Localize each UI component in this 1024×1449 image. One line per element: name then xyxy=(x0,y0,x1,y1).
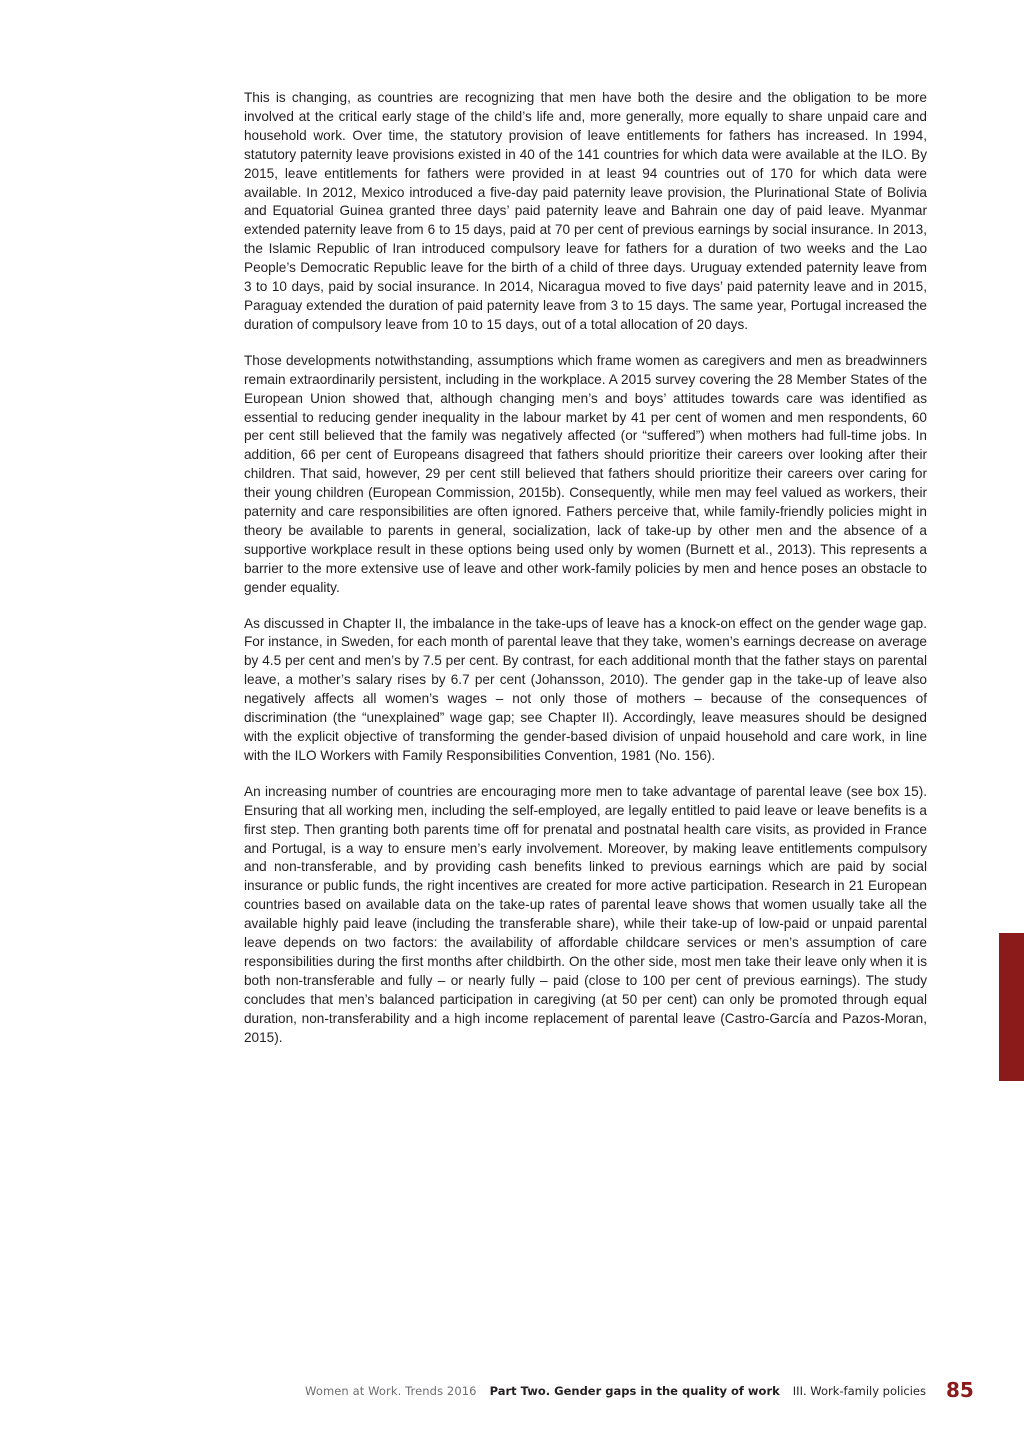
paragraph-wage-gap-effects: As discussed in Chapter II, the imbalance in the take-ups of leave has a knock-on effect on the gender wage gap. For instance, in Sweden, for each month of parental leave that they take, women’s earnings decrease on average by 4.5 per cent and men’s by 7.5 per cent. By contrast, for each additional month that the father stays on parental leave, a mother’s salary rises by 6.7 per cent (Johansson, 2010). The gender gap in the take-up of leave also negatively affects all women’s wages – not only those of mothers – because of the consequences of discrimination (the “unexplained” wage gap; see Chapter II). Accordingly, leave measures should be designed with the explicit objective of transforming the gender-based division of unpaid household and care work, in line with the ILO Workers with Family Responsibilities Convention, 1981 (No. 156). xyxy=(244,615,927,763)
body-text xyxy=(244,89,927,1065)
page-number: 85 xyxy=(946,1378,974,1402)
chapter-side-tab xyxy=(999,933,1024,1081)
footer-part-title: Part Two. Gender gaps in the quality of work xyxy=(489,1384,780,1398)
footer-chapter-title: III. Work-family policies xyxy=(792,1384,926,1398)
paragraph-caregiver-assumptions: Those developments notwithstanding, assumptions which frame women as caregivers and men as breadwinners remain extraordinarily persistent, including in the workplace. A 2015 survey covering the 28 Member States of the European Union showed that, although changing men’s and boys’ attitudes towards care was identified as essential to reducing gender inequality in the labour market by 41 per cent of women and men respondents, 60 per cent still believed that the family was negatively affected (or “suffered”) when mothers had full-time jobs. In addition, 66 per cent of Europeans disagreed that fathers should prioritize their careers over looking after their children. That said, however, 29 per cent still believed that fathers should prioritize their careers over caring for their young children (European Commission, 2015b). Consequently, while men may feel valued as workers, their paternity and care responsibilities are often ignored. Fathers perceive that, while family-friendly policies might in theory be available to parents in general, socialization, lack of take-up by other men and the absence of a supportive workplace result in these options being used only by women (Burnett et al., 2013). This represents a barrier to the more extensive use of leave and other work-family policies by men and hence poses an obstacle to gender equality. xyxy=(244,352,927,595)
page-footer xyxy=(305,1384,926,1408)
paragraph-paternity-leave-trends: This is changing, as countries are recognizing that men have both the desire and the obligation to be more involved at the critical early stage of the child’s life and, more generally, more equally to share unpaid care and household work. Over time, the statutory provision of leave entitlements for fathers has increased. In 1994, statutory paternity leave provisions existed in 40 of the 141 countries for which data were available at the ILO. By 2015, leave entitlements for fathers were provided in at least 94 countries out of 170 for which data were available. In 2012, Mexico introduced a five-day paid paternity leave provision, the Plurinational State of Bolivia and Equatorial Guinea granted three days’ paid paternity leave and Bahrain one day of paid leave. Myanmar extended paternity leave from 6 to 15 days, paid at 70 per cent of previous earnings by social insurance. In 2013, the Islamic Republic of Iran introduced compulsory leave for fathers for a duration of two weeks and the Lao People’s Democratic Republic leave for the birth of a child of three days. Uruguay extended paternity leave from 3 to 10 days, paid by social insurance. In 2014, Nicaragua moved to five days’ paid paternity leave and in 2015, Paraguay extended the duration of paid paternity leave from 3 to 15 days. The same year, Portugal increased the duration of compulsory leave from 10 to 15 days, out of a total allocation of 20 days. xyxy=(244,90,927,332)
paragraph-encouraging-men: An increasing number of countries are encouraging more men to take advantage of parental leave (see box 15). Ensuring that all working men, including the self-employed, are legally entitled to paid leave or leave benefits is a first step. Then granting both parents time off for prenatal and postnatal health care visits, as provided in France and Portugal, is a way to ensure men’s early involvement. Moreover, by making leave entitlements compulsory and non-transferable, and by providing cash benefits linked to previous earnings which are paid by social insurance or public funds, the right incentives are created for more active participation. Research in 21 European countries based on available data on the take-up rates of parental leave shows that women usually take all the available highly paid leave (including the transferable share), while their take-up of low-paid or unpaid parental leave depends on two factors: the availability of affordable childcare services or men’s assumption of care responsibilities during the first months after childbirth. On the other side, most men take their leave only when it is both non-transferable and fully – or nearly fully – paid (close to 100 per cent of previous earnings). The study concludes that men’s balanced participation in caregiving (at 50 per cent) can only be promoted through equal duration, non-transferability and a high income replacement of parental leave (Castro-García and Pazos-Moran, 2015). xyxy=(244,783,927,1045)
footer-publication-title: Women at Work. Trends 2016 xyxy=(305,1384,477,1398)
